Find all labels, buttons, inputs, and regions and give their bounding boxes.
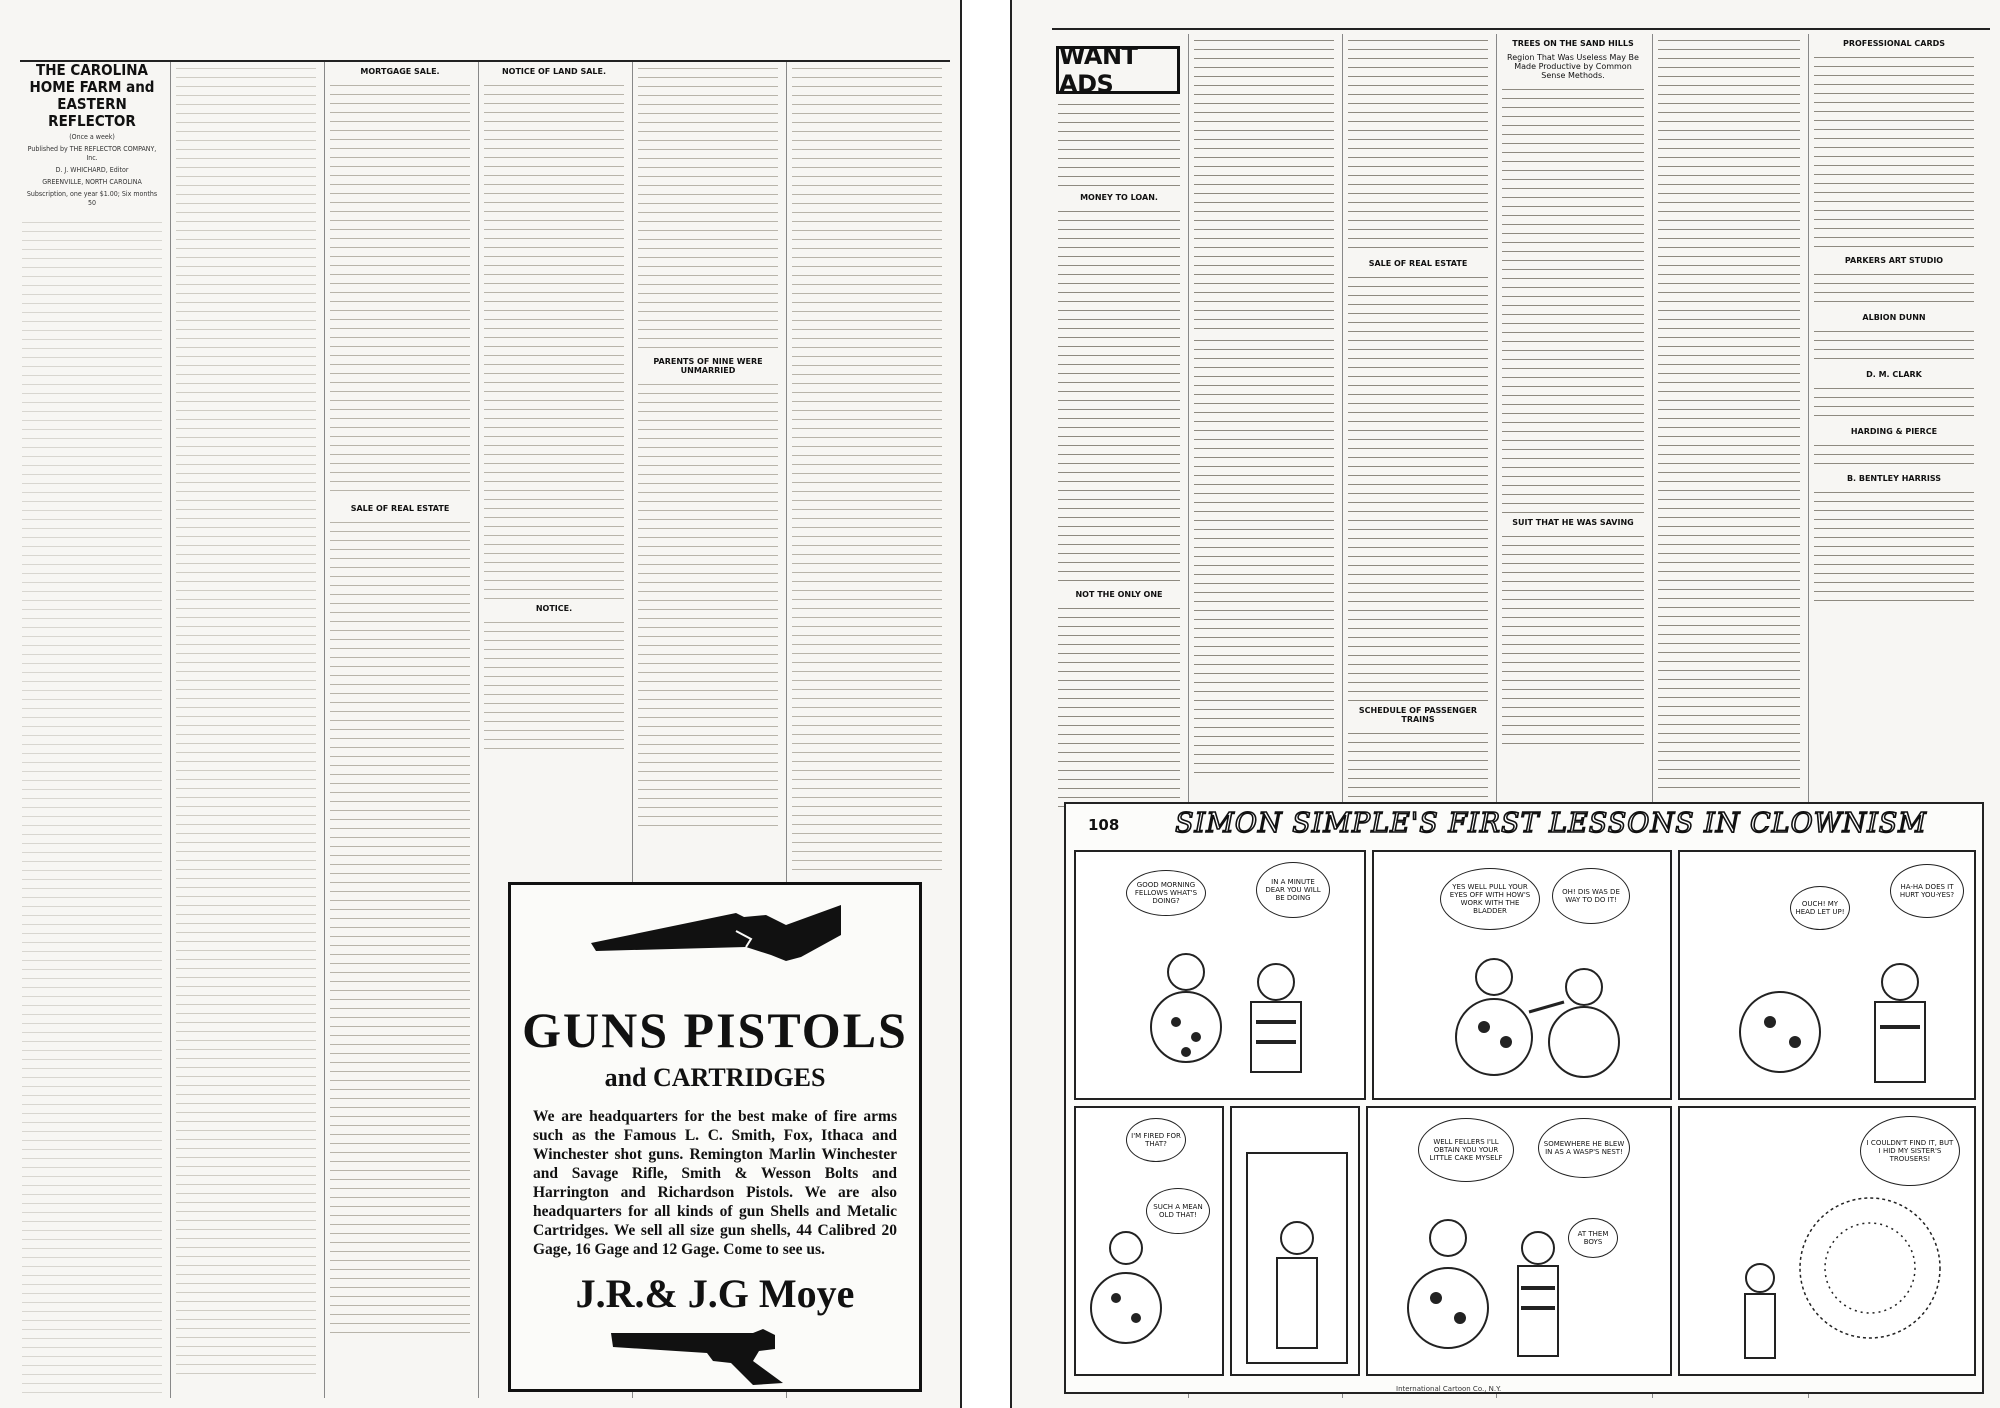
comic-panel-1	[1074, 850, 1366, 1100]
text-block	[1348, 34, 1488, 254]
masthead-subscription: Subscription, one year $1.00; Six months 50	[26, 190, 158, 207]
text-block	[330, 79, 470, 499]
page-gutter	[960, 0, 1012, 1408]
text-block	[1658, 34, 1800, 794]
comic-panel-5	[1230, 1106, 1360, 1376]
subheading-trees: Region That Was Useless May Be Made Productive by Common Sense Methods.	[1507, 53, 1639, 80]
right-newspaper-page	[1012, 0, 2000, 1408]
heading-trees-sand-hills: TREES ON THE SAND HILLS	[1512, 39, 1634, 48]
speech-bubble: OH! DIS WAS DE WAY TO DO IT!	[1552, 868, 1630, 924]
speech-bubble: GOOD MORNING FELLOWS WHAT'S DOING?	[1126, 870, 1206, 916]
text-block	[330, 516, 470, 1336]
heading-bentley-harriss: B. BENTLEY HARRISS	[1846, 474, 1942, 483]
guns-pistols-advertisement	[508, 882, 922, 1392]
masthead-publisher: Published by THE REFLECTOR COMPANY, Inc.	[27, 145, 157, 162]
comic-strip	[1064, 802, 1984, 1394]
column-1	[22, 62, 162, 1398]
ad-title: GUNS PISTOLS	[522, 1002, 908, 1058]
masthead-frequency: (Once a week)	[69, 133, 115, 141]
text-block	[1058, 205, 1180, 585]
text-block	[1814, 325, 1974, 365]
text-block	[1814, 51, 1974, 251]
speech-bubble: YES WELL PULL YOUR EYES OFF WITH HOW'S WORK WITH THE BLADDER	[1440, 868, 1540, 930]
train-schedule-table	[1348, 727, 1488, 797]
comic-title: SIMON SIMPLE'S FIRST LESSONS IN CLOWNISM	[1175, 808, 1927, 839]
text-block	[792, 62, 942, 872]
heading-harding-pierce: HARDING & PIERCE	[1850, 427, 1938, 436]
speech-bubble: SUCH A MEAN OLD THAT!	[1146, 1188, 1210, 1234]
heading-mortgage-sale: MORTGAGE SALE.	[360, 67, 440, 76]
shotgun-icon	[586, 895, 846, 985]
heading-parkers-art-studio: PARKERS ART STUDIO	[1844, 256, 1944, 265]
masthead	[22, 62, 162, 208]
speech-bubble: I COULDN'T FIND IT, BUT I HID MY SISTER'S TROUSERS!	[1860, 1116, 1960, 1186]
clown-figures-icon	[1388, 1208, 1648, 1368]
heading-notice-land-sale: NOTICE OF LAND SALE.	[501, 67, 607, 76]
doorway-icon	[1242, 1148, 1352, 1368]
comic-panel-7	[1678, 1106, 1976, 1376]
text-block	[1814, 268, 1974, 308]
text-block	[1194, 34, 1334, 334]
ad-firm-name: J.R.& J.G Moye	[575, 1271, 855, 1316]
masthead-title: THE CAROLINA HOME FARM and EASTERN REFLECTOR	[29, 62, 155, 130]
heading-sale-real-estate: SALE OF REAL ESTATE	[350, 504, 450, 513]
want-ads-box	[1056, 42, 1180, 98]
clown-figures-icon	[1710, 942, 1950, 1092]
ad-subtitle: and CARTRIDGES	[604, 1063, 826, 1092]
heading-sale-real-estate: SALE OF REAL ESTATE	[1368, 259, 1468, 268]
text-block	[1814, 382, 1974, 422]
heading-notice: NOTICE.	[535, 604, 573, 613]
text-block	[1058, 98, 1180, 188]
want-ads-label: WANT ADS	[1059, 42, 1138, 98]
speech-bubble: OUCH! MY HEAD LET UP!	[1790, 886, 1850, 930]
text-block	[1814, 439, 1974, 469]
text-block	[1502, 530, 1644, 750]
comic-panel-6	[1366, 1106, 1672, 1376]
heading-dm-clark: D. M. CLARK	[1866, 370, 1922, 379]
comic-credit: International Cartoon Co., N.Y.	[1396, 1385, 1502, 1393]
clown-figures-icon	[1434, 942, 1634, 1092]
text-block	[1814, 486, 1974, 606]
left-newspaper-page	[0, 0, 960, 1408]
text-block	[1348, 271, 1488, 701]
comic-panel-4	[1074, 1106, 1224, 1376]
comic-panel-2	[1372, 850, 1672, 1100]
heading-not-only-one: NOT THE ONLY ONE	[1075, 590, 1163, 599]
speech-bubble: I'M FIRED FOR THAT?	[1126, 1118, 1186, 1162]
text-block	[638, 62, 778, 352]
heading-professional-cards: PROFESSIONAL CARDS	[1842, 39, 1946, 48]
text-block	[484, 616, 624, 756]
text-block	[1194, 334, 1334, 774]
speech-bubble: WELL FELLERS I'LL OBTAIN YOU YOUR LITTLE CAKE MYSELF	[1418, 1118, 1514, 1182]
speech-bubble: SOMEWHERE HE BLEW IN AS A WASP'S NEST!	[1538, 1118, 1630, 1178]
heading-schedule-trains: SCHEDULE OF PASSENGER TRAINS	[1358, 706, 1478, 724]
heading-suit-saving: SUIT THAT HE WAS SAVING	[1512, 518, 1634, 527]
faded-text-block	[22, 216, 162, 1398]
clown-figure-icon	[1086, 1228, 1206, 1368]
speech-bubble: IN A MINUTE DEAR YOU WILL BE DOING	[1256, 862, 1330, 918]
heading-parents-nine: PARENTS OF NINE WERE UNMARRIED	[653, 357, 763, 375]
top-rule	[1052, 28, 1990, 30]
speech-bubble: HA-HA DOES IT HURT YOU-YES?	[1890, 864, 1964, 918]
column-2	[176, 62, 316, 1398]
masthead-editor: D. J. WHICHARD, Editor	[55, 166, 129, 174]
comic-number: 108	[1088, 816, 1120, 834]
heading-money-to-loan: MONEY TO LOAN.	[1080, 193, 1158, 202]
heading-albion-dunn: ALBION DUNN	[1862, 313, 1926, 322]
ad-body: We are headquarters for the best make of fire arms such as the Famous L. C. Smith, Fox, Ithaca and Winchester shot guns. Remington Marlin Winchester and Savage Rifle, Smith & Wesson Bolts and Harrington and Richardson Pistols. We are also headquarters for all kinds of gun Shells and Metalic Cartridges. We sell all size gun shells, 44 Calibred 20 Gage, 16 Gage and 12 Gage. Come to see us.	[533, 1108, 897, 1258]
masthead-place: GREENVILLE, NORTH CAROLINA	[42, 178, 142, 186]
speech-bubble: AT THEM BOYS	[1568, 1218, 1618, 1258]
text-block	[484, 79, 624, 599]
revolver-icon	[603, 1325, 803, 1387]
clown-figures-icon	[1136, 932, 1336, 1092]
text-block	[1058, 602, 1180, 812]
text-block	[176, 62, 316, 1382]
text-block	[1502, 83, 1644, 513]
column-3	[330, 62, 470, 1398]
text-block	[638, 378, 778, 828]
comic-panel-3	[1678, 850, 1976, 1100]
wasp-nest-swarm-icon	[1700, 1168, 1960, 1368]
